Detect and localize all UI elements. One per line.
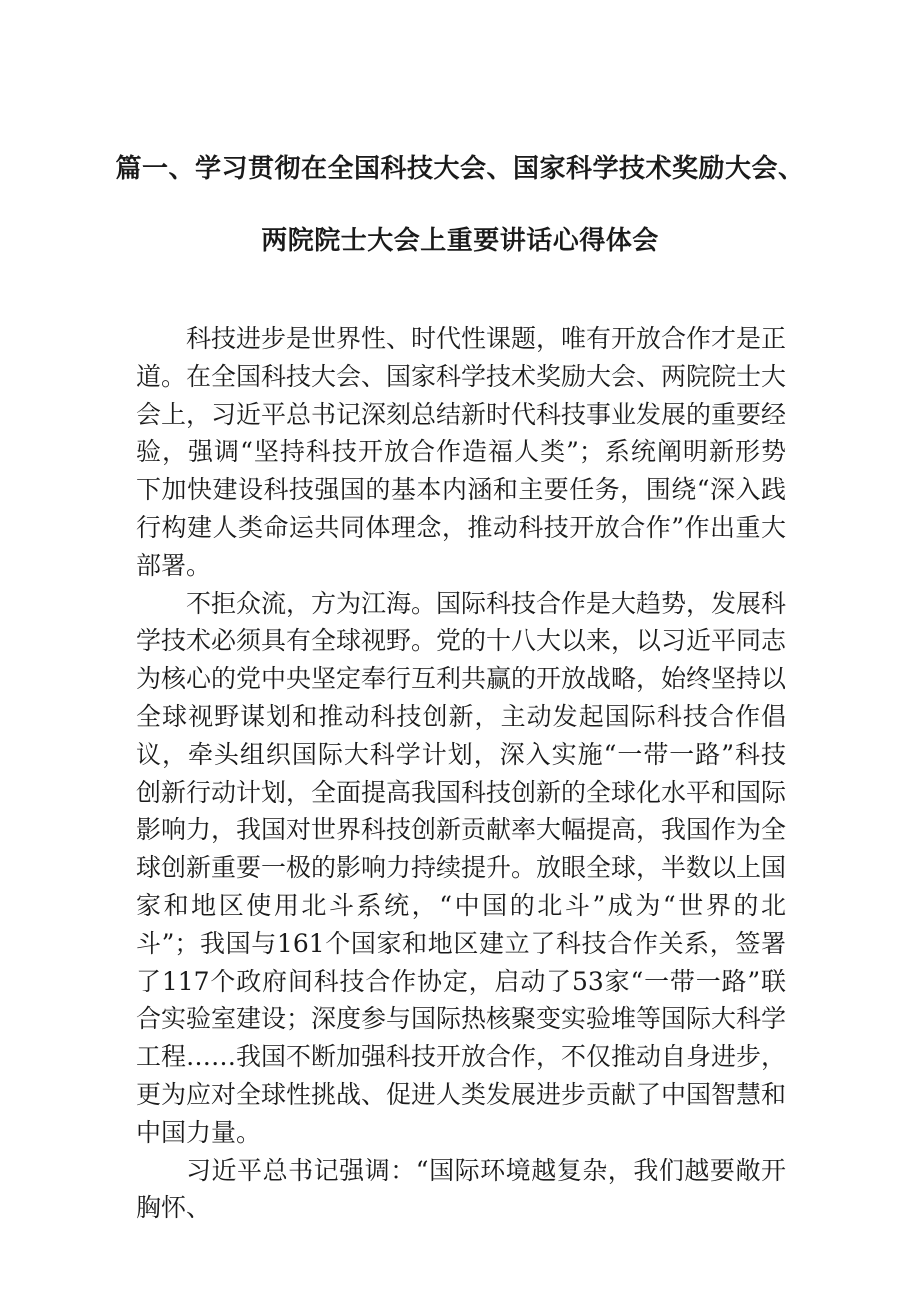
paragraph-3: 习近平总书记强调：“国际环境越复杂，我们越要敞开胸怀、 <box>136 1155 786 1223</box>
document-body <box>136 320 786 1227</box>
paragraph-1: 科技进步是世界性、时代性课题，唯有开放合作才是正道。在全国科技大会、国家科学技术奖励大会、两院院士大会上，习近平总书记深刻总结新时代科技事业发展的重要经验，强调“坚持科技开放合作造福人类”；系统阐明新形势下加快建设科技强国的基本内涵和主要任务，围绕“深入践行构建人类命运共同体理念，推动科技开放合作”作出重大部署。 <box>136 324 787 580</box>
paragraph-2: 不拒众流，方为江海。国际科技合作是大趋势，发展科学技术必须具有全球视野。党的十八大以来，以习近平同志为核心的党中央坚定奉行互利共赢的开放战略，始终坚持以全球视野谋划和推动科技创新，主动发起国际科技合作倡议，牵头组织国际大科学计划，深入实施“一带一路”科技创新行动计划，全面提高我国科技创新的全球化水平和国际影响力，我国对世界科技创新贡献率大幅提高，我国作为全球创新重要一极的影响力持续提升。放眼全球，半数以上国家和地区使用北斗系统，“中国的北斗”成为“世界的北斗”；我国与161个国家和地区建立了科技合作关系，签署了117个政府间科技合作协定，启动了53家“一带一路”联合实验室建设；深度参与国际热核聚变实验堆等国际大科学工程……我国不断加强科技开放合作，不仅推动自身进步，更为应对全球性挑战、促进人类发展进步贡献了中国智慧和中国力量。 <box>136 588 787 1147</box>
document-title-line-1: 篇一、学习贯彻在全国科技大会、国家科学技术奖励大会、 <box>115 154 805 184</box>
document-title-line-2: 两院院士大会上重要讲话心得体会 <box>261 226 659 256</box>
